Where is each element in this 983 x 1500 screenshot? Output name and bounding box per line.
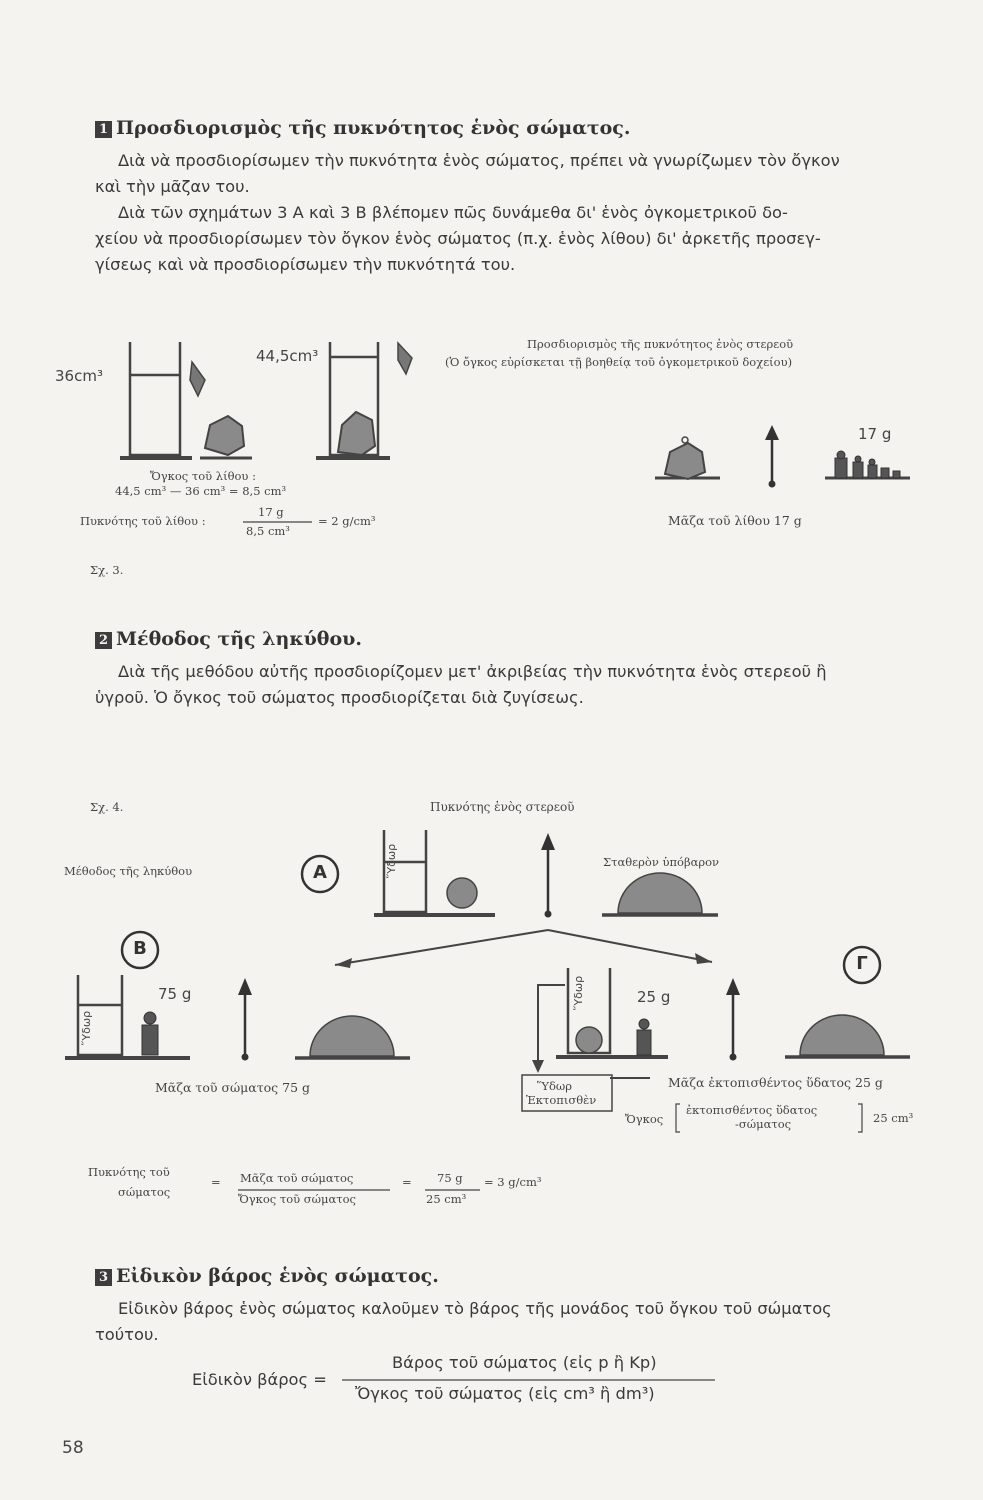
solid-body-A-icon [447, 878, 477, 908]
pointer-hand-icon-2 [398, 343, 412, 374]
section-1-para2-line2: χείου νὰ προσδιορίσωμεν τὸν ὄγκον ἑνὸς σώματος (π.χ. ἑνὸς λίθου) δι' ἀρκετῆς προσεγ- [95, 229, 821, 248]
stone-on-scale-icon [665, 443, 705, 479]
solid-body-G-icon [576, 1027, 602, 1053]
fig4-frac2-numerator: 75 g [437, 1171, 463, 1185]
section-3-number: 3 [95, 1269, 112, 1286]
formula-label: Εἰδικὸν βάρος = [192, 1370, 327, 1389]
tare-B-icon [310, 1016, 394, 1056]
cylinder-1-drawing [120, 342, 192, 458]
fig3-caption-title: Προσδιορισμὸς τῆς πυκνότητος ἑνὸς στερεοῦ [527, 337, 794, 351]
label-A: A [313, 862, 327, 883]
section-1-para1-line1: Διὰ νὰ προσδιορίσωμεν τὴν πυκνότητα ἑνὸς σώματος, πρέπει νὰ γνωρίζωμεν τὸν ὄγκον [118, 151, 840, 170]
label-B: B [133, 938, 147, 959]
fig4-equals-2: = [402, 1175, 412, 1189]
fig3-volume-2: 44,5cm³ [256, 347, 319, 365]
section-3-para-line2: τούτου. [95, 1325, 159, 1344]
fig4-equals-1: = [211, 1175, 221, 1189]
tare-label: Σταθερὸν ὑπόβαρον [603, 855, 720, 869]
weight-25g-icon [637, 1019, 651, 1055]
flask-A-water-label: Ὕδωρ [385, 843, 398, 878]
fig4-volume-line1: ἐκτοπισθέντος ὕδατος [686, 1103, 818, 1117]
weight-75g-icon [142, 1012, 158, 1055]
section-1-title: Προσδιορισμὸς τῆς πυκνότητος ἑνὸς σώματος. [116, 117, 631, 139]
fig4-mass-G: 25 g [637, 988, 671, 1006]
section-2-para-line2: ὑγροῦ. Ὁ ὄγκος τοῦ σώματος προσδιορίζεται διὰ ζυγίσεως. [95, 688, 584, 707]
section-2-para-line1: Διὰ τῆς μεθόδου αὐτῆς προσδιορίζομεν μετ' ἀκριβείας τὴν πυκνότητα ἑνὸς στερεοῦ ἢ [118, 662, 827, 681]
balance-pointer-G [726, 978, 740, 1061]
tare-A-icon [618, 873, 702, 913]
displaced-water-box-line1: Ὕδωρ [537, 1079, 573, 1093]
displaced-water-box-line2: Ἐκτοπισθὲν [526, 1093, 597, 1107]
section-1-para2-line1: Διὰ τῶν σχημάτων 3 Α καὶ 3 Β βλέπομεν πῶς δυνάμεθα δι' ἑνὸς ὀγκομετρικοῦ δο- [118, 203, 788, 222]
label-G: Γ [856, 953, 868, 974]
formula-numerator: Βάρος τοῦ σώματος (εἰς p ἢ Kp) [392, 1353, 657, 1372]
section-3-heading [95, 1265, 439, 1287]
tare-G-icon [800, 1015, 884, 1055]
fig4-volume-value: 25 cm³ [873, 1111, 914, 1125]
section-3-title: Εἰδικὸν βάρος ἑνὸς σώματος. [116, 1265, 439, 1287]
fig4-method-label: Μέθοδος τῆς ληκύθου [64, 864, 193, 878]
fig4-frac1-denominator: Ὄγκος τοῦ σώματος [238, 1192, 356, 1206]
fig4-density-word1: Πυκνότης τοῦ [88, 1165, 170, 1179]
fig4-title: Πυκνότης ἑνὸς στερεοῦ [430, 800, 575, 814]
section-1-number: 1 [95, 121, 112, 138]
formula-denominator: Ὄγκος τοῦ σώματος (εἰς cm³ ἢ dm³) [355, 1384, 655, 1403]
fig4-volume-word: Ὄγκος [625, 1112, 664, 1126]
fig3-volume-calc: 44,5 cm³ — 36 cm³ = 8,5 cm³ [115, 484, 287, 498]
flask-G-water-label: Ὕδωρ [572, 975, 585, 1010]
fig4-volume-line2: -σώματος [735, 1117, 792, 1131]
fig3-volume-label: Ὄγκος τοῦ λίθου : [150, 469, 256, 483]
section-2-heading [95, 628, 362, 650]
section-2-title: Μέθοδος τῆς ληκύθου. [116, 628, 362, 650]
stone-in-cylinder-icon [338, 412, 375, 455]
fig4-mass-B: 75 g [158, 985, 192, 1003]
fig3-density-denominator: 8,5 cm³ [246, 524, 290, 538]
fig3-density-numerator: 17 g [258, 505, 284, 519]
balance-pointer-B [238, 978, 252, 1061]
fig3-caption-sub: (Ὁ ὄγκος εὑρίσκεται τῇ βοηθείᾳ τοῦ ὀγκομετρικοῦ δοχείου) [445, 355, 793, 369]
balance-pointer-icon [765, 425, 779, 488]
balance-pointer-A [541, 833, 555, 918]
fig4-result: = 3 g/cm³ [484, 1175, 542, 1189]
fig4-frac1-numerator: Μᾶζα τοῦ σώματος [240, 1171, 354, 1185]
section-1-para1-line2: καὶ τὴν μᾶζαν του. [95, 177, 250, 196]
weights-17g-icon [835, 451, 900, 478]
section-3-para-line1: Εἰδικὸν βάρος ἑνὸς σώματος καλοῦμεν τὸ βάρος τῆς μονάδος τοῦ ὄγκου τοῦ σώματος [118, 1299, 832, 1318]
fig3-mass-value: 17 g [858, 425, 892, 443]
flask-B-water-label: Ὕδωρ [80, 1010, 93, 1045]
page-number: 58 [62, 1438, 84, 1458]
fig4-density-word2: σώματος [118, 1185, 171, 1199]
fig4-label: Σχ. 4. [90, 800, 124, 814]
fig3-density-result: = 2 g/cm³ [318, 514, 376, 528]
fig3-label: Σχ. 3. [90, 563, 124, 577]
fig4-caption-G-mass: Μᾶζα ἐκτοπισθέντος ὕδατος 25 g [668, 1075, 883, 1090]
fig4-frac2-denominator: 25 cm³ [426, 1192, 467, 1206]
section-1-para2-line3: γίσεως καὶ νὰ προσδιορίσωμεν τὴν πυκνότητά του. [95, 255, 516, 274]
fig3-mass-caption: Μᾶζα τοῦ λίθου 17 g [668, 513, 802, 528]
fig3-volume-1: 36cm³ [55, 367, 103, 385]
fig4-caption-B: Μᾶζα τοῦ σώματος 75 g [155, 1080, 311, 1095]
stone-icon [205, 416, 244, 455]
fig3-density-label: Πυκνότης τοῦ λίθου : [80, 514, 206, 528]
pointer-hand-icon-1 [190, 362, 205, 396]
section-2-number: 2 [95, 632, 112, 649]
